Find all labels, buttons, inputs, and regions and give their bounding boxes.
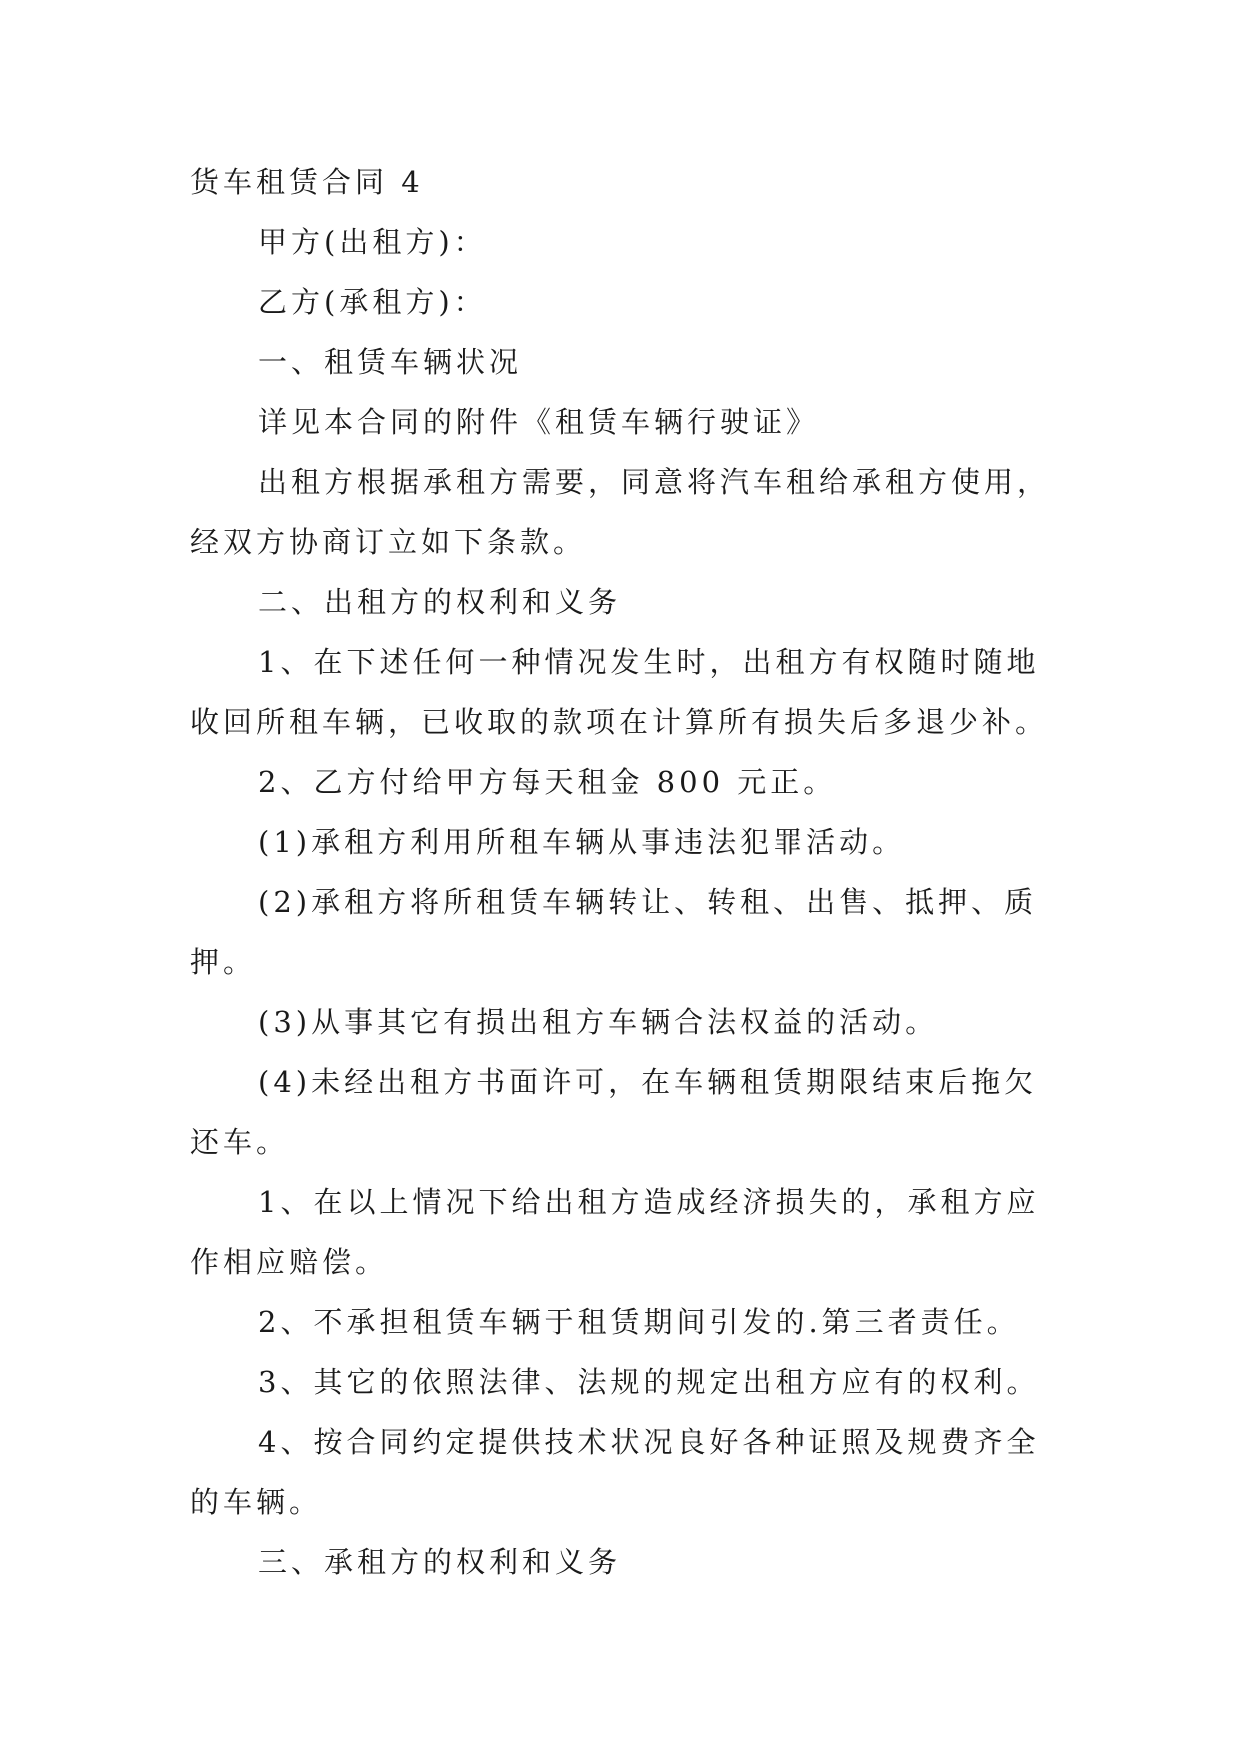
paragraph-line: 4、按合同约定提供技术状况良好各种证照及规费齐全 [258, 1425, 1040, 1459]
section-heading: 一、租赁车辆状况 [258, 345, 523, 379]
party-b-line: 乙方(承租方)： [258, 285, 487, 319]
paragraph-line: 经双方协商订立如下条款。 [190, 525, 587, 559]
paragraph-line: (3)从事其它有损出租方车辆合法权益的活动。 [258, 1005, 939, 1039]
paragraph-line: 2、不承担租赁车辆于租赁期间引发的.第三者责任。 [258, 1305, 1020, 1339]
paragraph-line: 押。 [190, 945, 257, 979]
paragraph-line: 2、乙方付给甲方每天租金 800 元正。 [258, 765, 837, 799]
paragraph-line: 的车辆。 [190, 1485, 323, 1519]
paragraph-line: 还车。 [190, 1125, 290, 1159]
section-heading: 三、承租方的权利和义务 [258, 1545, 622, 1579]
paragraph-line: 1、在下述任何一种情况发生时，出租方有权随时随地 [258, 645, 1040, 679]
paragraph-line: 作相应赔偿。 [190, 1245, 389, 1279]
paragraph-line: 收回所租车辆，已收取的款项在计算所有损失后多退少补。 [190, 705, 1049, 739]
paragraph-line: 1、在以上情况下给出租方造成经济损失的，承租方应 [258, 1185, 1040, 1219]
paragraph-line: (2)承租方将所租赁车辆转让、转租、出售、抵押、质 [258, 885, 1038, 919]
document-title: 货车租赁合同 4 [190, 165, 424, 199]
paragraph-line: (1)承租方利用所租车辆从事违法犯罪活动。 [258, 825, 906, 859]
paragraph-line: 3、其它的依照法律、法规的规定出租方应有的权利。 [258, 1365, 1040, 1399]
paragraph-line: 详见本合同的附件《租赁车辆行驶证》 [258, 405, 820, 439]
section-heading: 二、出租方的权利和义务 [258, 585, 622, 619]
document-body [190, 162, 1052, 1602]
party-a-line: 甲方(出租方)： [258, 225, 487, 259]
paragraph-line: (4)未经出租方书面许可，在车辆租赁期限结束后拖欠 [258, 1065, 1038, 1099]
paragraph-line: 出租方根据承租方需要，同意将汽车租给承租方使用， [258, 465, 1051, 499]
